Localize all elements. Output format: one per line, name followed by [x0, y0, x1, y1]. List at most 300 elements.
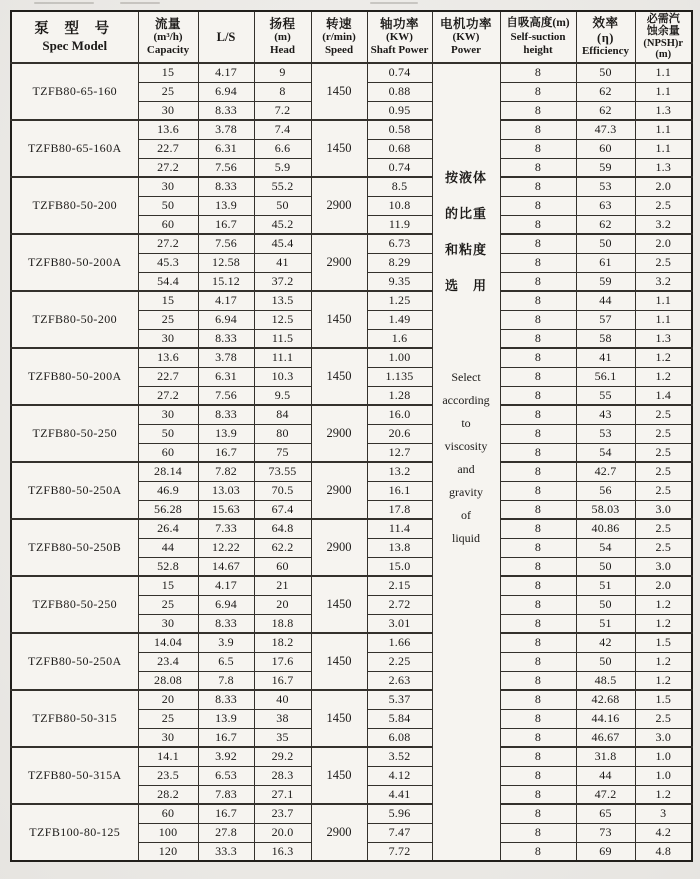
cell-capacity: 28.2: [138, 785, 198, 804]
cell-efficiency: 50: [576, 234, 635, 253]
cell-suction-height: 8: [500, 481, 576, 500]
power-note-en-line: liquid: [451, 531, 480, 545]
cell-head: 27.1: [254, 785, 311, 804]
cell-ls: 13.9: [198, 196, 254, 215]
cell-shaft-power: 2.72: [367, 595, 432, 614]
data-row: [11, 690, 692, 709]
cell-efficiency: 55: [576, 386, 635, 405]
cell-shaft-power: 0.74: [367, 63, 432, 82]
cell-npsh: 1.5: [635, 690, 692, 709]
cell-shaft-power: 7.72: [367, 842, 432, 861]
speed-cell: 1450: [311, 690, 367, 747]
cell-npsh: 2.0: [635, 576, 692, 595]
cell-shaft-power: 1.49: [367, 310, 432, 329]
cell-head: 73.55: [254, 462, 311, 481]
header-self-suction-line: 自吸高度(m): [506, 17, 570, 30]
cell-shaft-power: 3.01: [367, 614, 432, 633]
cell-shaft-power: 0.95: [367, 101, 432, 120]
cell-head: 84: [254, 405, 311, 424]
cell-head: 70.5: [254, 481, 311, 500]
cell-capacity: 25: [138, 595, 198, 614]
data-row: [11, 234, 692, 253]
cell-npsh: 1.1: [635, 82, 692, 101]
cell-head: 5.9: [254, 158, 311, 177]
cell-suction-height: 8: [500, 595, 576, 614]
cell-npsh: 1.1: [635, 139, 692, 158]
cell-npsh: 4.2: [635, 823, 692, 842]
header-speed-line: 转速: [325, 16, 352, 31]
cell-shaft-power: 2.15: [367, 576, 432, 595]
cell-shaft-power: 8.5: [367, 177, 432, 196]
cell-suction-height: 8: [500, 253, 576, 272]
cell-npsh: 1.4: [635, 386, 692, 405]
header-efficiency: [576, 11, 635, 63]
header-power: [432, 11, 500, 63]
cell-npsh: 1.2: [635, 671, 692, 690]
cell-efficiency: 57: [576, 310, 635, 329]
cell-shaft-power: 11.9: [367, 215, 432, 234]
cell-capacity: 22.7: [138, 367, 198, 386]
cell-ls: 7.33: [198, 519, 254, 538]
model-cell: TZFB80-50-250: [11, 405, 138, 462]
cell-npsh: 1.2: [635, 595, 692, 614]
cell-shaft-power: 6.08: [367, 728, 432, 747]
cell-head: 12.5: [254, 310, 311, 329]
cell-capacity: 25: [138, 709, 198, 728]
cell-suction-height: 8: [500, 709, 576, 728]
model-cell: TZFB80-50-200: [11, 177, 138, 234]
cell-ls: 16.7: [198, 804, 254, 823]
cell-capacity: 30: [138, 405, 198, 424]
cell-ls: 12.58: [198, 253, 254, 272]
cell-suction-height: 8: [500, 424, 576, 443]
cell-efficiency: 62: [576, 215, 635, 234]
cell-suction-height: 8: [500, 348, 576, 367]
cell-capacity: 15: [138, 63, 198, 82]
power-note-en-line: and: [457, 462, 475, 476]
data-row: [11, 747, 692, 766]
cell-npsh: 2.5: [635, 405, 692, 424]
header-self-suction-line: height: [523, 43, 553, 56]
speed-cell: 2900: [311, 804, 367, 861]
cell-ls: 27.8: [198, 823, 254, 842]
cell-head: 21: [254, 576, 311, 595]
cell-head: 37.2: [254, 272, 311, 291]
header-power-line: (KW): [452, 31, 480, 44]
cell-efficiency: 53: [576, 177, 635, 196]
cell-npsh: 1.2: [635, 348, 692, 367]
cell-efficiency: 51: [576, 614, 635, 633]
cell-suction-height: 8: [500, 690, 576, 709]
header-speed-line: Speed: [324, 44, 354, 57]
cell-ls: 13.9: [198, 424, 254, 443]
speed-cell: 2900: [311, 234, 367, 291]
speed-cell: 1450: [311, 291, 367, 348]
model-cell: TZFB80-50-315A: [11, 747, 138, 804]
cell-suction-height: 8: [500, 215, 576, 234]
cell-capacity: 30: [138, 728, 198, 747]
cell-capacity: 30: [138, 614, 198, 633]
cell-head: 62.2: [254, 538, 311, 557]
cell-head: 80: [254, 424, 311, 443]
cell-ls: 6.31: [198, 139, 254, 158]
cell-ls: 16.7: [198, 215, 254, 234]
cell-suction-height: 8: [500, 158, 576, 177]
model-cell: TZFB80-50-200: [11, 291, 138, 348]
data-row: [11, 519, 692, 538]
cell-suction-height: 8: [500, 310, 576, 329]
cell-suction-height: 8: [500, 63, 576, 82]
cell-npsh: 2.5: [635, 538, 692, 557]
header-efficiency-line: (η): [597, 30, 614, 45]
model-cell: TZFB80-50-250B: [11, 519, 138, 576]
cell-efficiency: 42: [576, 633, 635, 652]
cell-suction-height: 8: [500, 405, 576, 424]
cell-capacity: 28.08: [138, 671, 198, 690]
header-capacity-line: 流量: [154, 16, 181, 31]
cell-ls: 7.56: [198, 386, 254, 405]
speed-cell: 1450: [311, 348, 367, 405]
cell-suction-height: 8: [500, 766, 576, 785]
scan-artifact: [120, 2, 160, 4]
cell-ls: 3.78: [198, 348, 254, 367]
cell-ls: 6.31: [198, 367, 254, 386]
cell-suction-height: 8: [500, 785, 576, 804]
cell-efficiency: 41: [576, 348, 635, 367]
cell-npsh: 2.5: [635, 481, 692, 500]
scan-artifact: [370, 2, 418, 4]
cell-ls: 8.33: [198, 690, 254, 709]
cell-efficiency: 62: [576, 82, 635, 101]
header-capacity-line: Capacity: [146, 44, 190, 57]
cell-efficiency: 56: [576, 481, 635, 500]
cell-head: 28.3: [254, 766, 311, 785]
cell-shaft-power: 16.1: [367, 481, 432, 500]
cell-ls: 33.3: [198, 842, 254, 861]
cell-suction-height: 8: [500, 367, 576, 386]
cell-shaft-power: 0.58: [367, 120, 432, 139]
header-efficiency-line: 效率: [592, 15, 619, 30]
model-cell: TZFB80-50-250: [11, 576, 138, 633]
speed-cell: 2900: [311, 405, 367, 462]
cell-shaft-power: 5.96: [367, 804, 432, 823]
cell-npsh: 3.0: [635, 557, 692, 576]
cell-suction-height: 8: [500, 614, 576, 633]
cell-capacity: 60: [138, 804, 198, 823]
cell-ls: 15.12: [198, 272, 254, 291]
cell-capacity: 23.4: [138, 652, 198, 671]
cell-head: 16.3: [254, 842, 311, 861]
header-head: [254, 11, 311, 63]
cell-npsh: 2.5: [635, 519, 692, 538]
cell-capacity: 50: [138, 196, 198, 215]
cell-head: 17.6: [254, 652, 311, 671]
cell-efficiency: 48.5: [576, 671, 635, 690]
header-spec-model-line: Spec Model: [42, 37, 108, 53]
cell-efficiency: 43: [576, 405, 635, 424]
cell-efficiency: 42.68: [576, 690, 635, 709]
cell-capacity: 14.1: [138, 747, 198, 766]
cell-ls: 8.33: [198, 329, 254, 348]
cell-shaft-power: 1.66: [367, 633, 432, 652]
cell-shaft-power: 1.6: [367, 329, 432, 348]
cell-head: 60: [254, 557, 311, 576]
cell-capacity: 23.5: [138, 766, 198, 785]
cell-head: 7.2: [254, 101, 311, 120]
power-note-en-line: Select: [451, 370, 481, 384]
cell-suction-height: 8: [500, 519, 576, 538]
cell-capacity: 25: [138, 82, 198, 101]
cell-npsh: 2.5: [635, 709, 692, 728]
cell-ls: 6.94: [198, 595, 254, 614]
cell-efficiency: 51: [576, 576, 635, 595]
cell-head: 9: [254, 63, 311, 82]
cell-npsh: 3.0: [635, 500, 692, 519]
cell-efficiency: 50: [576, 595, 635, 614]
cell-shaft-power: 17.8: [367, 500, 432, 519]
cell-npsh: 2.5: [635, 196, 692, 215]
cell-capacity: 13.6: [138, 348, 198, 367]
cell-capacity: 15: [138, 291, 198, 310]
cell-head: 75: [254, 443, 311, 462]
cell-suction-height: 8: [500, 139, 576, 158]
cell-shaft-power: 1.00: [367, 348, 432, 367]
cell-efficiency: 69: [576, 842, 635, 861]
power-note-en-line: of: [461, 508, 471, 522]
cell-ls: 8.33: [198, 101, 254, 120]
cell-ls: 7.56: [198, 158, 254, 177]
cell-efficiency: 59: [576, 158, 635, 177]
cell-ls: 4.17: [198, 576, 254, 595]
cell-npsh: 1.1: [635, 120, 692, 139]
cell-suction-height: 8: [500, 652, 576, 671]
data-row: [11, 804, 692, 823]
cell-efficiency: 46.67: [576, 728, 635, 747]
cell-npsh: 2.0: [635, 234, 692, 253]
cell-shaft-power: 4.12: [367, 766, 432, 785]
cell-efficiency: 50: [576, 557, 635, 576]
speed-cell: 2900: [311, 177, 367, 234]
header-shaft-power-line: Shaft Power: [370, 44, 429, 57]
model-cell: TZFB80-65-160A: [11, 120, 138, 177]
header-shaft-power-line: (KW): [386, 31, 413, 44]
cell-capacity: 120: [138, 842, 198, 861]
cell-head: 50: [254, 196, 311, 215]
cell-ls: 3.78: [198, 120, 254, 139]
cell-shaft-power: 2.63: [367, 671, 432, 690]
cell-shaft-power: 8.29: [367, 253, 432, 272]
cell-efficiency: 73: [576, 823, 635, 842]
cell-ls: 6.94: [198, 310, 254, 329]
cell-efficiency: 61: [576, 253, 635, 272]
cell-head: 38: [254, 709, 311, 728]
cell-efficiency: 53: [576, 424, 635, 443]
cell-shaft-power: 5.37: [367, 690, 432, 709]
cell-npsh: 1.5: [635, 633, 692, 652]
data-row: [11, 291, 692, 310]
cell-shaft-power: 1.135: [367, 367, 432, 386]
cell-suction-height: 8: [500, 671, 576, 690]
cell-capacity: 20: [138, 690, 198, 709]
cell-head: 16.7: [254, 671, 311, 690]
scan-artifact: [34, 2, 94, 4]
cell-shaft-power: 13.2: [367, 462, 432, 481]
header-npsh: [635, 11, 692, 63]
header-head-line: Head: [269, 44, 296, 57]
cell-capacity: 60: [138, 443, 198, 462]
cell-head: 35: [254, 728, 311, 747]
cell-npsh: 2.5: [635, 424, 692, 443]
header-ls-line: L/S: [216, 29, 236, 44]
header-ls: [198, 11, 254, 63]
cell-shaft-power: 0.68: [367, 139, 432, 158]
cell-ls: 6.5: [198, 652, 254, 671]
speed-cell: 2900: [311, 519, 367, 576]
cell-head: 7.4: [254, 120, 311, 139]
cell-npsh: 3: [635, 804, 692, 823]
cell-npsh: 3.2: [635, 215, 692, 234]
cell-shaft-power: 2.25: [367, 652, 432, 671]
cell-head: 64.8: [254, 519, 311, 538]
header-head-line: 扬程: [269, 16, 296, 31]
cell-suction-height: 8: [500, 177, 576, 196]
cell-shaft-power: 5.84: [367, 709, 432, 728]
cell-efficiency: 44: [576, 291, 635, 310]
data-row: [11, 177, 692, 196]
cell-npsh: 1.2: [635, 614, 692, 633]
cell-ls: 7.82: [198, 462, 254, 481]
cell-shaft-power: 0.88: [367, 82, 432, 101]
power-note: [433, 64, 500, 550]
cell-capacity: 13.6: [138, 120, 198, 139]
cell-efficiency: 62: [576, 101, 635, 120]
cell-shaft-power: 10.8: [367, 196, 432, 215]
spec-table: [10, 10, 693, 862]
cell-shaft-power: 12.7: [367, 443, 432, 462]
cell-npsh: 1.3: [635, 101, 692, 120]
cell-head: 20.0: [254, 823, 311, 842]
cell-capacity: 44: [138, 538, 198, 557]
cell-head: 11.1: [254, 348, 311, 367]
data-row: [11, 633, 692, 652]
cell-efficiency: 42.7: [576, 462, 635, 481]
cell-suction-height: 8: [500, 443, 576, 462]
cell-suction-height: 8: [500, 633, 576, 652]
data-row: [11, 348, 692, 367]
cell-suction-height: 8: [500, 804, 576, 823]
speed-cell: 2900: [311, 462, 367, 519]
cell-shaft-power: 1.25: [367, 291, 432, 310]
header-row: [11, 11, 692, 63]
model-cell: TZFB80-65-160: [11, 63, 138, 120]
power-note-en-line: viscosity: [444, 439, 488, 453]
header-efficiency-line: Efficiency: [581, 45, 630, 58]
cell-head: 29.2: [254, 747, 311, 766]
cell-head: 8: [254, 82, 311, 101]
cell-shaft-power: 3.52: [367, 747, 432, 766]
power-note-en-line: gravity: [449, 485, 483, 499]
cell-shaft-power: 1.28: [367, 386, 432, 405]
cell-shaft-power: 15.0: [367, 557, 432, 576]
header-self-suction-line: Self-suction: [510, 30, 566, 43]
cell-efficiency: 44: [576, 766, 635, 785]
power-note-en-line: to: [461, 416, 471, 430]
cell-npsh: 3.0: [635, 728, 692, 747]
cell-shaft-power: 6.73: [367, 234, 432, 253]
model-cell: TZFB80-50-250A: [11, 462, 138, 519]
cell-ls: 16.7: [198, 728, 254, 747]
cell-ls: 3.9: [198, 633, 254, 652]
cell-npsh: 2.5: [635, 443, 692, 462]
cell-npsh: 1.2: [635, 785, 692, 804]
header-spec-model-line: 泵 型 号: [34, 20, 116, 37]
cell-efficiency: 59: [576, 272, 635, 291]
cell-efficiency: 60: [576, 139, 635, 158]
cell-suction-height: 8: [500, 291, 576, 310]
cell-head: 11.5: [254, 329, 311, 348]
power-note-zh-line: 和粘度: [444, 242, 487, 257]
header-head-line: (m): [274, 31, 291, 44]
cell-ls: 6.53: [198, 766, 254, 785]
cell-suction-height: 8: [500, 196, 576, 215]
cell-ls: 8.33: [198, 614, 254, 633]
cell-head: 20: [254, 595, 311, 614]
cell-head: 45.2: [254, 215, 311, 234]
cell-ls: 13.03: [198, 481, 254, 500]
cell-capacity: 27.2: [138, 386, 198, 405]
cell-suction-height: 8: [500, 272, 576, 291]
cell-shaft-power: 4.41: [367, 785, 432, 804]
cell-ls: 8.33: [198, 405, 254, 424]
cell-capacity: 100: [138, 823, 198, 842]
model-cell: TZFB80-50-200A: [11, 348, 138, 405]
cell-suction-height: 8: [500, 101, 576, 120]
cell-npsh: 1.1: [635, 291, 692, 310]
header-npsh-line: 必需汽: [646, 12, 680, 25]
cell-head: 55.2: [254, 177, 311, 196]
cell-efficiency: 40.86: [576, 519, 635, 538]
power-note-en-line: according: [442, 393, 490, 407]
header-npsh-line: (NPSH)r: [643, 37, 684, 49]
cell-head: 9.5: [254, 386, 311, 405]
cell-npsh: 1.1: [635, 310, 692, 329]
cell-suction-height: 8: [500, 462, 576, 481]
model-cell: TZFB80-50-315: [11, 690, 138, 747]
header-shaft-power: [367, 11, 432, 63]
cell-npsh: 1.3: [635, 329, 692, 348]
cell-suction-height: 8: [500, 823, 576, 842]
cell-capacity: 50: [138, 424, 198, 443]
cell-suction-height: 8: [500, 120, 576, 139]
cell-shaft-power: 7.47: [367, 823, 432, 842]
cell-efficiency: 44.16: [576, 709, 635, 728]
cell-efficiency: 54: [576, 443, 635, 462]
cell-npsh: 4.8: [635, 842, 692, 861]
data-row: [11, 63, 692, 82]
cell-efficiency: 47.2: [576, 785, 635, 804]
speed-cell: 1450: [311, 747, 367, 804]
cell-capacity: 46.9: [138, 481, 198, 500]
cell-npsh: 1.2: [635, 652, 692, 671]
cell-efficiency: 47.3: [576, 120, 635, 139]
cell-capacity: 60: [138, 215, 198, 234]
header-capacity-line: (m³/h): [153, 31, 183, 44]
cell-suction-height: 8: [500, 234, 576, 253]
cell-head: 41: [254, 253, 311, 272]
cell-head: 67.4: [254, 500, 311, 519]
cell-suction-height: 8: [500, 538, 576, 557]
cell-capacity: 30: [138, 177, 198, 196]
